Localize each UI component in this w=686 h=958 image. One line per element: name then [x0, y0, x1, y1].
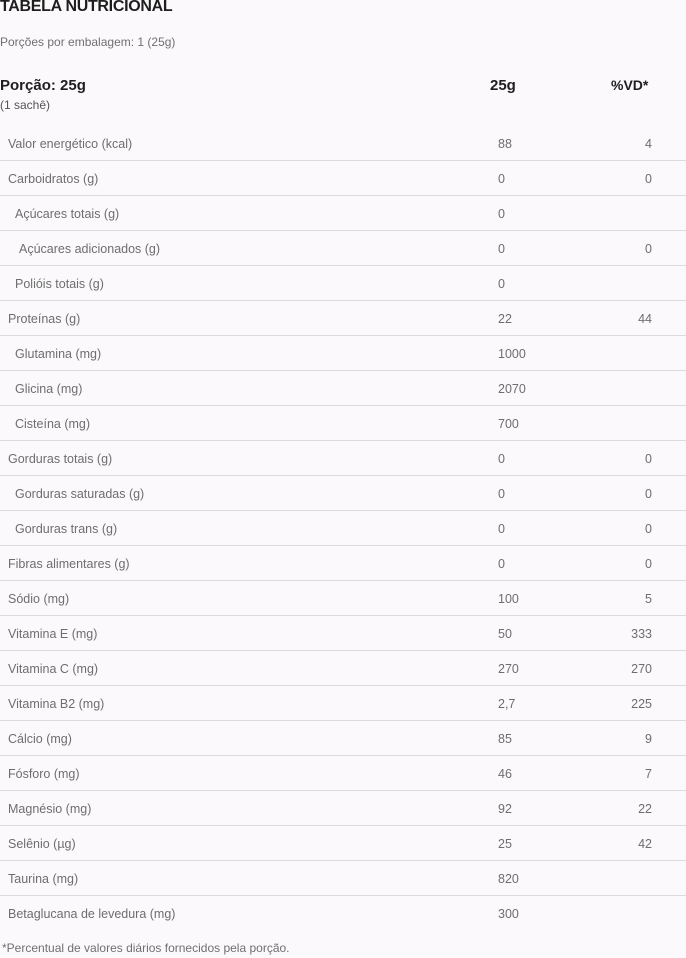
- nutrient-amount: 0: [498, 277, 505, 291]
- nutrient-amount: 300: [498, 907, 519, 921]
- table-row: [0, 791, 686, 826]
- nutrient-vd: 0: [645, 522, 652, 536]
- nutrient-amount: 1000: [498, 347, 526, 361]
- nutrient-amount: 85: [498, 732, 512, 746]
- nutrient-amount: 270: [498, 662, 519, 676]
- amount-column-header: 25g: [490, 77, 516, 94]
- nutrient-amount: 0: [498, 487, 505, 501]
- nutrient-vd: 333: [631, 627, 652, 641]
- portion-sublabel: (1 sachê): [0, 98, 51, 112]
- table-row: [0, 161, 686, 196]
- nutrient-name: Polióis totais (g): [15, 277, 104, 291]
- nutrient-name: Açúcares adicionados (g): [19, 242, 161, 256]
- nutrient-vd: 0: [645, 452, 652, 466]
- nutrient-vd: 22: [638, 802, 652, 816]
- nutrient-amount: 25: [498, 837, 512, 851]
- nutrient-vd: 4: [645, 137, 652, 151]
- nutrient-name: Taurina (mg): [8, 872, 79, 886]
- nutrient-name: Magnésio (mg): [8, 802, 92, 816]
- nutrient-vd: 0: [645, 487, 652, 501]
- nutrient-name: Gorduras totais (g): [8, 452, 113, 466]
- servings-per-package: Porções por embalagem: 1 (25g): [0, 35, 176, 49]
- nutrient-name: Fósforo (mg): [8, 767, 80, 781]
- table-row: [0, 546, 686, 581]
- nutrient-amount: 0: [498, 207, 505, 221]
- table-row: [0, 336, 686, 371]
- table-row: [0, 686, 686, 721]
- nutrient-amount: 88: [498, 137, 512, 151]
- table-row: [0, 896, 686, 931]
- table-row: [0, 441, 686, 476]
- nutrient-name: Vitamina C (mg): [8, 662, 99, 676]
- table-row: [0, 231, 686, 266]
- footnote: *Percentual de valores diários fornecidos pela porção.: [2, 941, 290, 955]
- table-row: [0, 266, 686, 301]
- nutrient-vd: 9: [645, 732, 652, 746]
- table-row: [0, 861, 686, 896]
- nutrient-amount: 0: [498, 452, 505, 466]
- nutrient-amount: 100: [498, 592, 519, 606]
- portion-label: Porção: 25g: [0, 77, 86, 94]
- nutrient-name: Vitamina B2 (mg): [8, 697, 105, 711]
- nutrient-name: Selênio (µg): [8, 837, 76, 851]
- nutrient-amount: 46: [498, 767, 512, 781]
- nutrient-vd: 5: [645, 592, 652, 606]
- nutrient-amount: 700: [498, 417, 519, 431]
- nutrient-name: Carboidratos (g): [8, 172, 99, 186]
- table-row: [0, 581, 686, 616]
- nutrient-name: Betaglucana de levedura (mg): [8, 907, 176, 921]
- nutrient-name: Gorduras saturadas (g): [15, 487, 145, 501]
- table-row: [0, 371, 686, 406]
- table-row: [0, 476, 686, 511]
- nutrient-vd: 7: [645, 767, 652, 781]
- nutrient-vd: 44: [638, 312, 652, 326]
- nutrient-amount: 2,7: [498, 697, 516, 711]
- nutrient-amount: 0: [498, 557, 505, 571]
- nutrient-amount: 50: [498, 627, 512, 641]
- nutrient-vd: 225: [631, 697, 652, 711]
- nutrient-amount: 0: [498, 172, 505, 186]
- nutrient-name: Valor energético (kcal): [8, 137, 133, 151]
- nutrient-amount: 22: [498, 312, 512, 326]
- table-row: [0, 721, 686, 756]
- nutrient-vd: 42: [638, 837, 652, 851]
- table-row: [0, 756, 686, 791]
- table-row: [0, 651, 686, 686]
- nutrient-amount: 2070: [498, 382, 526, 396]
- nutrient-vd: 0: [645, 172, 652, 186]
- table-row: [0, 826, 686, 861]
- nutrient-vd: 270: [631, 662, 652, 676]
- nutrient-vd: 0: [645, 242, 652, 256]
- nutrient-name: Glicina (mg): [15, 382, 83, 396]
- table-title: TABELA NUTRICIONAL: [0, 0, 173, 15]
- nutrient-amount: 0: [498, 242, 505, 256]
- nutrient-vd: 0: [645, 557, 652, 571]
- table-row: [0, 196, 686, 231]
- nutrient-amount: 92: [498, 802, 512, 816]
- nutrient-name: Glutamina (mg): [15, 347, 102, 361]
- table-row: [0, 511, 686, 546]
- nutrition-rows: [0, 126, 686, 931]
- nutrient-name: Fibras alimentares (g): [8, 557, 130, 571]
- table-row: [0, 126, 686, 161]
- nutrient-name: Gorduras trans (g): [15, 522, 118, 536]
- nutrient-name: Cisteína (mg): [15, 417, 91, 431]
- nutrient-amount: 820: [498, 872, 519, 886]
- nutrient-name: Sódio (mg): [8, 592, 70, 606]
- nutrient-name: Açúcares totais (g): [15, 207, 120, 221]
- nutrient-name: Vitamina E (mg): [8, 627, 98, 641]
- nutrient-name: Cálcio (mg): [8, 732, 72, 746]
- table-row: [0, 406, 686, 441]
- table-row: [0, 616, 686, 651]
- vd-column-header: %VD*: [611, 77, 649, 93]
- nutrient-amount: 0: [498, 522, 505, 536]
- table-header: [0, 77, 686, 117]
- table-row: [0, 301, 686, 336]
- nutrient-name: Proteínas (g): [8, 312, 81, 326]
